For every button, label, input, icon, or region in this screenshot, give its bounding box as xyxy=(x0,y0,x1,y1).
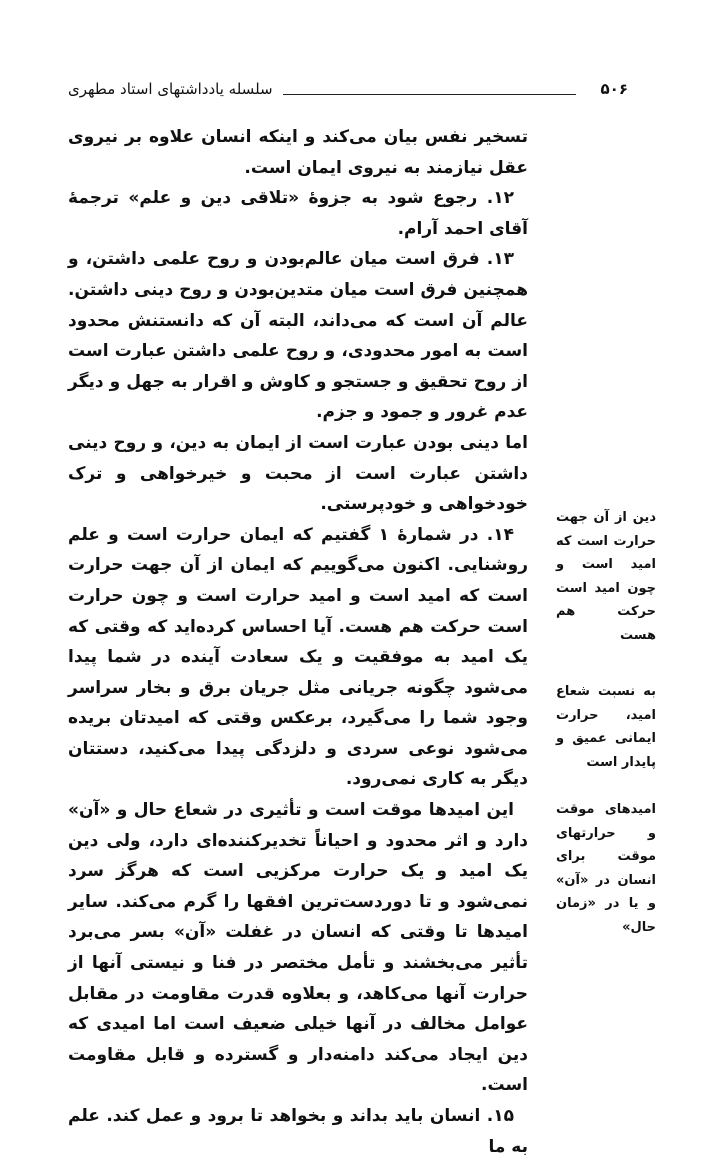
margin-note-3: امیدهای موقت و حرارتهای موقت برای انسان در «آن» و یا در «زمان حال» xyxy=(556,802,656,935)
page-number: ۵۰۶ xyxy=(600,80,628,98)
margin-note-1: دین از آن جهت حرارت است که امید است و چون امید است حرکت هم هست xyxy=(556,510,656,643)
margin-note-2: به نسبت شعاع امید، حرارت ایمانی عمیق و پایدار است xyxy=(556,684,656,770)
series-title: سلسله یادداشتهای استاد مطهری xyxy=(68,80,273,98)
page-header xyxy=(68,80,628,110)
paragraph-6: این امیدها موقت است و تأثیری در شعاع حال و «آن» دارد و اثر محدود و احیاناً تخدیرکننده‌ای دارد، ولی دین یک امید و یک حرارت مرکزیی است که هرگز سرد نمی‌شود و تا دوردست‌ترین افقها را گرم می‌کند. سایر امیدها تا وقتی که انسان در غفلت «آن» بسر می‌برد تأثیر می‌بخشند و تأمل مختصر در فنا و نیستی آنها از حرارت آنها می‌کاهد، و بعلاوه قدرت مقاومت در مقابل عوامل مخالف در آنها خیلی ضعیف است اما امیدی که دین ایجاد می‌کند دامنه‌دار و گسترده و قابل مقاومت است. xyxy=(68,800,528,1096)
paragraph-2: ۱۲. رجوع شود به جزوهٔ «تلاقی دین و علم» ترجمهٔ آقای احمد آرام. xyxy=(68,188,528,239)
header-rule xyxy=(283,94,576,95)
paragraph-4: اما دینی بودن عبارت است از ایمان به دین، و روح دینی داشتن عبارت است از محبت و خیرخواهی و ترک خودخواهی و خودپرستی. xyxy=(68,432,528,515)
paragraph-5: ۱۴. در شمارهٔ ۱ گفتیم که ایمان حرارت است و علم روشنایی. اکنون می‌گوییم که ایمان از آن جهت حرارت است که امید است و امید حرارت است و چون حرارت است حرکت هم هست. آیا احساس کرده‌اید که وقتی که یک امید به موفقیت و یک سعادت آینده در شما پیدا می‌شود چگونه جریانی مثل جریان برق و بخار سراسر وجود شما را می‌گیرد، برعکس وقتی که امیدتان بریده می‌شود نوعی سردی و دلزدگی پیدا می‌کنید، دستتان دیگر به کاری نمی‌رود. xyxy=(68,524,528,790)
paragraph-1: تسخیر نفس بیان می‌کند و اینکه انسان علاوه بر نیروی عقل نیازمند به نیروی ایمان است. xyxy=(68,127,528,178)
main-text xyxy=(68,122,528,1162)
paragraph-7: ۱۵. انسان باید بداند و بخواهد تا برود و عمل کند. علم به ما xyxy=(68,1106,528,1157)
paragraph-3: ۱۳. فرق است میان عالم‌بودن و روح علمی داشتن، و همچنین فرق است میان متدین‌بودن و روح دینی داشتن. عالم آن است که می‌داند، البته آن که دانستنش محدود است به امور محدودی، و روح علمی داشتن عبارت است از روح تحقیق و جستجو و کاوش و اقرار به جهل و دیگر عدم غرور و جمود و جزم. xyxy=(68,249,528,423)
